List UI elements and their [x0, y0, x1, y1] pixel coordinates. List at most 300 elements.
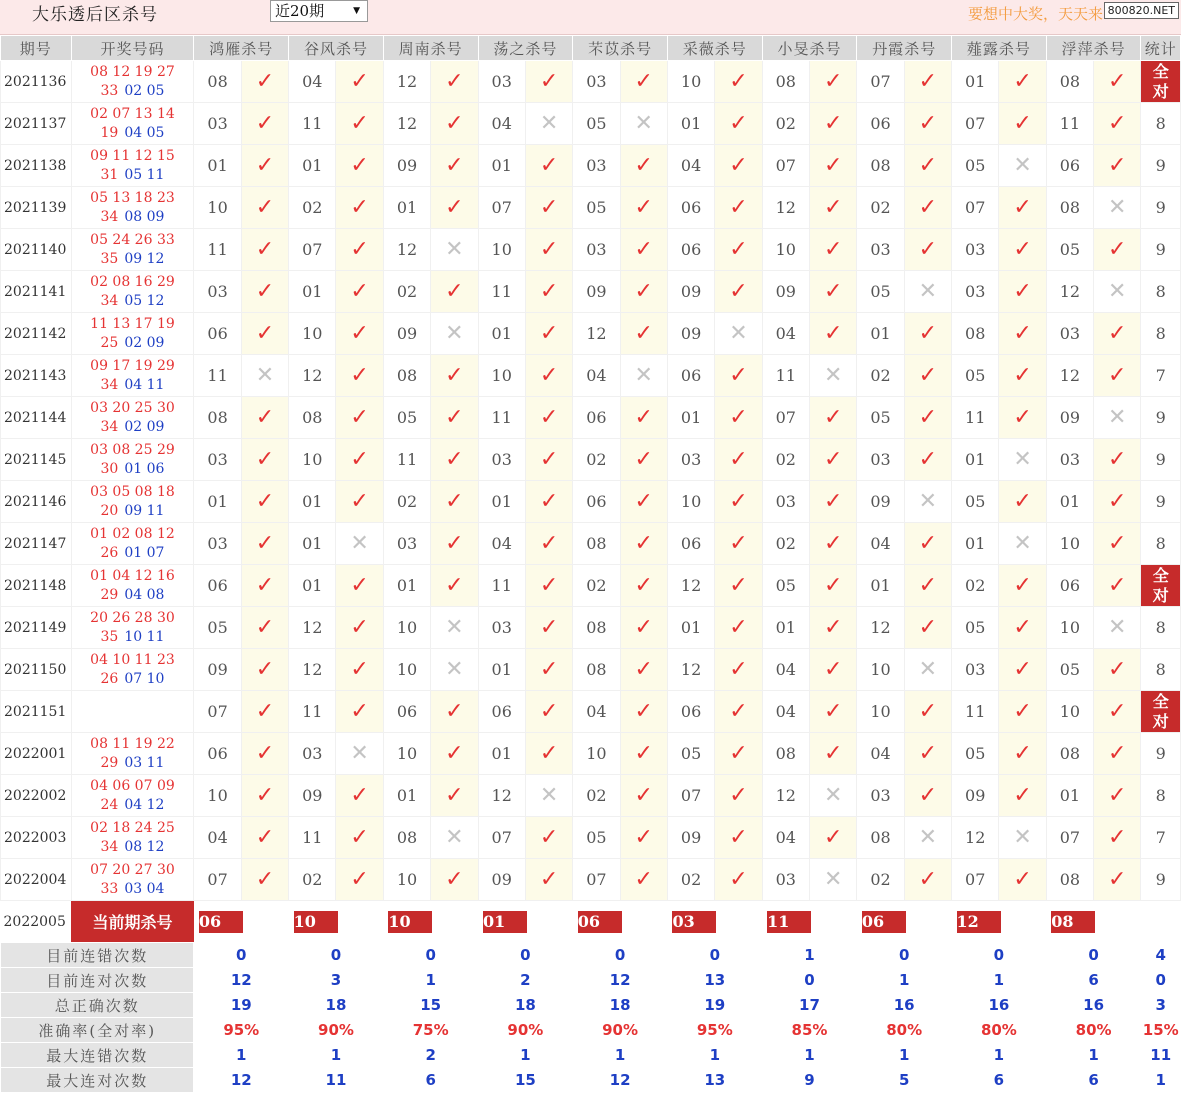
check-icon: ✓	[809, 397, 856, 439]
kill-number: 01	[1046, 775, 1093, 817]
check-icon: ✓	[336, 775, 383, 817]
stat-value: 16	[857, 993, 952, 1018]
stat-value: 1	[952, 1043, 1047, 1068]
count-cell: 9	[1141, 439, 1181, 481]
count-cell: 8	[1141, 775, 1181, 817]
kill-number: 11	[478, 397, 525, 439]
check-icon: ✓	[336, 271, 383, 313]
check-icon: ✓	[1094, 565, 1141, 607]
kill-number: 11	[478, 271, 525, 313]
cross-icon: ✕	[999, 145, 1046, 187]
stat-value: 12	[573, 968, 668, 993]
check-icon: ✓	[999, 229, 1046, 271]
back-numbers: 08 09	[124, 208, 165, 225]
kill-number: 03	[952, 271, 999, 313]
cross-icon: ✕	[715, 313, 762, 355]
check-icon: ✓	[999, 187, 1046, 229]
stat-value: 95%	[667, 1018, 762, 1043]
check-icon: ✓	[1094, 313, 1141, 355]
kill-number: 12	[289, 649, 336, 691]
stat-value: 0	[762, 968, 857, 993]
count-cell: 8	[1141, 271, 1181, 313]
kill-number: 12	[383, 103, 430, 145]
front-number-last: 34	[100, 838, 119, 855]
check-icon: ✓	[431, 145, 478, 187]
count-cell: 9	[1141, 481, 1181, 523]
kill-number: 10	[1046, 691, 1093, 733]
kill-number: 02	[762, 439, 809, 481]
check-icon: ✓	[525, 691, 572, 733]
kill-number: 09	[667, 313, 714, 355]
cross-icon: ✕	[999, 817, 1046, 859]
ad-text[interactable]: 要想中大奖，天天来	[967, 5, 1103, 23]
kill-number: 01	[478, 649, 525, 691]
kill-number: 06	[667, 187, 714, 229]
check-icon: ✓	[241, 565, 288, 607]
back-numbers: 02 05	[124, 82, 165, 99]
numbers-line2	[72, 838, 194, 857]
check-icon: ✓	[241, 187, 288, 229]
kill-number: 08	[857, 145, 904, 187]
check-icon: ✓	[715, 733, 762, 775]
front-number-last: 35	[100, 628, 119, 645]
check-icon: ✓	[620, 691, 667, 733]
draw-numbers-cell	[71, 733, 194, 775]
current-kill-cell	[289, 901, 384, 943]
kill-number: 07	[667, 775, 714, 817]
cross-icon: ✕	[904, 481, 951, 523]
cross-icon: ✕	[431, 649, 478, 691]
draw-numbers-cell	[71, 565, 194, 607]
check-icon: ✓	[241, 229, 288, 271]
kill-number: 05	[383, 397, 430, 439]
kill-number: 12	[383, 229, 430, 271]
stats-row	[1, 1018, 1181, 1043]
cross-icon: ✕	[904, 649, 951, 691]
check-icon: ✓	[620, 775, 667, 817]
back-numbers: 09 12	[124, 250, 165, 267]
check-icon: ✓	[241, 397, 288, 439]
check-icon: ✓	[241, 649, 288, 691]
front-number-last: 25	[100, 334, 119, 351]
front-numbers: 01 04 12 16	[90, 567, 175, 584]
kill-number: 02	[857, 859, 904, 901]
check-icon: ✓	[715, 61, 762, 103]
draw-numbers-cell	[71, 313, 194, 355]
kill-number: 12	[383, 61, 430, 103]
kill-number: 11	[194, 355, 241, 397]
current-kill-cell	[1046, 901, 1141, 943]
issue-cell: 2021140	[1, 229, 72, 271]
current-kill-cell	[857, 901, 952, 943]
kill-number: 07	[952, 103, 999, 145]
current-kill-number: 03	[672, 911, 716, 933]
numbers-line2	[72, 334, 194, 353]
column-numbers: 开奖号码	[71, 36, 194, 61]
check-icon: ✓	[336, 313, 383, 355]
draw-numbers-cell	[71, 523, 194, 565]
front-numbers: 03 08 25 29	[90, 441, 175, 458]
stat-value: 1	[762, 1043, 857, 1068]
check-icon: ✓	[620, 607, 667, 649]
stat-value: 0	[383, 943, 478, 968]
front-numbers: 09 17 19 29	[90, 357, 175, 374]
check-icon: ✓	[809, 271, 856, 313]
kill-number: 02	[573, 439, 620, 481]
check-icon: ✓	[431, 523, 478, 565]
kill-number: 04	[857, 523, 904, 565]
check-icon: ✓	[999, 859, 1046, 901]
kill-number: 04	[762, 313, 809, 355]
site-badge[interactable]: 800820.NET	[1104, 2, 1179, 19]
current-issue-row	[1, 901, 1181, 943]
cross-icon: ✕	[1094, 187, 1141, 229]
stat-value: 85%	[762, 1018, 857, 1043]
kill-number: 09	[667, 271, 714, 313]
issue-cell: 2021141	[1, 271, 72, 313]
kill-number: 02	[952, 565, 999, 607]
kill-number: 05	[952, 481, 999, 523]
check-icon: ✓	[620, 817, 667, 859]
kill-number: 05	[1046, 229, 1093, 271]
kill-number: 05	[762, 565, 809, 607]
kill-number: 06	[1046, 565, 1093, 607]
check-icon: ✓	[809, 145, 856, 187]
kill-number: 01	[478, 313, 525, 355]
check-icon: ✓	[999, 775, 1046, 817]
kill-number: 01	[383, 775, 430, 817]
check-icon: ✓	[336, 103, 383, 145]
front-numbers: 04 06 07 09	[90, 777, 175, 794]
stat-total: 4	[1141, 943, 1181, 968]
kill-number: 03	[667, 439, 714, 481]
kill-number: 11	[1046, 103, 1093, 145]
kill-number: 05	[952, 733, 999, 775]
kill-number: 05	[573, 187, 620, 229]
check-icon: ✓	[620, 733, 667, 775]
check-icon: ✓	[431, 61, 478, 103]
current-kill-number: 12	[957, 911, 1001, 933]
check-icon: ✓	[336, 61, 383, 103]
back-numbers: 05 11	[124, 166, 165, 183]
count-cell: 8	[1141, 523, 1181, 565]
check-icon: ✓	[620, 397, 667, 439]
kill-number: 12	[1046, 271, 1093, 313]
check-icon: ✓	[241, 61, 288, 103]
kill-number: 06	[194, 733, 241, 775]
all-correct-badge	[1141, 565, 1181, 607]
count-cell: 9	[1141, 733, 1181, 775]
draw-numbers-cell	[71, 187, 194, 229]
check-icon: ✓	[241, 691, 288, 733]
draw-numbers-cell	[71, 817, 194, 859]
kill-number: 11	[289, 103, 336, 145]
check-icon: ✓	[620, 229, 667, 271]
kill-number: 06	[667, 355, 714, 397]
kill-number: 01	[762, 607, 809, 649]
kill-number: 05	[857, 397, 904, 439]
issue-cell: 2021143	[1, 355, 72, 397]
kill-number: 05	[573, 103, 620, 145]
check-icon: ✓	[525, 481, 572, 523]
kill-number: 08	[952, 313, 999, 355]
kill-number: 03	[1046, 313, 1093, 355]
page-header	[0, 0, 1181, 35]
kill-number: 03	[952, 649, 999, 691]
table-row	[1, 649, 1181, 691]
stat-value: 0	[289, 943, 384, 968]
count-cell: 9	[1141, 145, 1181, 187]
check-icon: ✓	[431, 565, 478, 607]
table-body	[1, 61, 1181, 901]
kill-number: 10	[289, 439, 336, 481]
check-icon: ✓	[431, 733, 478, 775]
check-icon: ✓	[1094, 103, 1141, 145]
kill-number: 07	[762, 397, 809, 439]
back-numbers: 03 04	[124, 880, 165, 897]
check-icon: ✓	[809, 607, 856, 649]
check-icon: ✓	[999, 565, 1046, 607]
kill-number: 01	[667, 607, 714, 649]
current-count-cell	[1141, 901, 1181, 943]
kill-number: 07	[857, 61, 904, 103]
check-icon: ✓	[715, 103, 762, 145]
issue-cell: 2021136	[1, 61, 72, 103]
draw-numbers-cell	[71, 145, 194, 187]
kill-number-table	[0, 35, 1181, 1093]
table-row	[1, 565, 1181, 607]
cross-icon: ✕	[809, 355, 856, 397]
check-icon: ✓	[999, 691, 1046, 733]
stat-value: 0	[952, 943, 1047, 968]
count-cell: 9	[1141, 397, 1181, 439]
kill-number: 04	[762, 691, 809, 733]
check-icon: ✓	[336, 565, 383, 607]
issue-cell: 2022002	[1, 775, 72, 817]
front-number-last: 26	[100, 544, 119, 561]
kill-number: 02	[762, 103, 809, 145]
count-cell: 7	[1141, 817, 1181, 859]
stat-value: 1	[194, 1043, 289, 1068]
front-numbers: 02 07 13 14	[90, 105, 175, 122]
table-row	[1, 523, 1181, 565]
check-icon: ✓	[431, 859, 478, 901]
stat-value: 2	[478, 968, 573, 993]
back-numbers: 03 11	[124, 754, 165, 771]
check-icon: ✓	[525, 145, 572, 187]
numbers-line2	[72, 418, 194, 437]
stat-value: 75%	[383, 1018, 478, 1043]
stat-value: 5	[857, 1068, 952, 1093]
kill-number: 11	[952, 397, 999, 439]
back-numbers: 01 07	[124, 544, 165, 561]
check-icon: ✓	[809, 733, 856, 775]
check-icon: ✓	[336, 649, 383, 691]
issue-cell: 2021151	[1, 691, 72, 733]
kill-number: 05	[952, 355, 999, 397]
kill-number: 03	[857, 229, 904, 271]
cross-icon: ✕	[620, 355, 667, 397]
numbers-line2	[72, 460, 194, 479]
stat-value: 16	[1046, 993, 1141, 1018]
kill-number: 10	[478, 355, 525, 397]
kill-number: 02	[667, 859, 714, 901]
stat-value: 12	[194, 1068, 289, 1093]
check-icon: ✓	[904, 187, 951, 229]
kill-number: 07	[194, 691, 241, 733]
table-row	[1, 817, 1181, 859]
kill-number: 05	[952, 145, 999, 187]
kill-number: 08	[1046, 859, 1093, 901]
check-icon: ✓	[525, 817, 572, 859]
kill-number: 09	[289, 775, 336, 817]
kill-number: 03	[194, 523, 241, 565]
stat-total: 15%	[1141, 1018, 1181, 1043]
check-icon: ✓	[525, 523, 572, 565]
check-icon: ✓	[809, 481, 856, 523]
draw-numbers-cell	[71, 649, 194, 691]
stat-value: 9	[762, 1068, 857, 1093]
front-numbers: 01 02 08 12	[90, 525, 175, 542]
kill-number: 10	[478, 229, 525, 271]
check-icon: ✓	[999, 649, 1046, 691]
issue-cell: 2021144	[1, 397, 72, 439]
kill-number: 02	[857, 187, 904, 229]
check-icon: ✓	[999, 481, 1046, 523]
count-cell: 8	[1141, 607, 1181, 649]
check-icon: ✓	[525, 649, 572, 691]
check-icon: ✓	[715, 607, 762, 649]
current-kill-cell	[478, 901, 573, 943]
kill-number: 08	[573, 649, 620, 691]
check-icon: ✓	[904, 313, 951, 355]
kill-number: 09	[573, 271, 620, 313]
count-cell: 9	[1141, 859, 1181, 901]
check-icon: ✓	[715, 775, 762, 817]
stat-value: 6	[1046, 1068, 1141, 1093]
cross-icon: ✕	[904, 817, 951, 859]
check-icon: ✓	[525, 271, 572, 313]
check-icon: ✓	[620, 649, 667, 691]
column-predictor: 浮萍杀号	[1046, 36, 1141, 61]
kill-number: 04	[194, 817, 241, 859]
stat-value: 15	[478, 1068, 573, 1093]
check-icon: ✓	[1094, 817, 1141, 859]
check-icon: ✓	[1094, 61, 1141, 103]
cross-icon: ✕	[1094, 271, 1141, 313]
stat-value: 0	[573, 943, 668, 968]
kill-number: 10	[194, 775, 241, 817]
check-icon: ✓	[1094, 775, 1141, 817]
numbers-line2	[72, 208, 194, 227]
kill-number: 04	[289, 61, 336, 103]
kill-number: 02	[573, 775, 620, 817]
stats-row	[1, 968, 1181, 993]
kill-number: 07	[289, 229, 336, 271]
back-numbers: 09 11	[124, 502, 165, 519]
check-icon: ✓	[715, 187, 762, 229]
kill-number: 07	[478, 187, 525, 229]
check-icon: ✓	[1094, 859, 1141, 901]
kill-number: 08	[1046, 187, 1093, 229]
kill-number: 01	[289, 523, 336, 565]
front-number-last: 34	[100, 208, 119, 225]
check-icon: ✓	[999, 607, 1046, 649]
stat-value: 90%	[573, 1018, 668, 1043]
period-select[interactable]	[270, 0, 368, 22]
kill-number: 06	[383, 691, 430, 733]
check-icon: ✓	[809, 817, 856, 859]
front-numbers: 03 20 25 30	[90, 399, 175, 416]
kill-number: 01	[667, 397, 714, 439]
kill-number: 10	[857, 691, 904, 733]
stat-value: 0	[667, 943, 762, 968]
kill-number: 03	[857, 439, 904, 481]
table-row	[1, 61, 1181, 103]
column-predictor: 周南杀号	[383, 36, 478, 61]
kill-number: 04	[667, 145, 714, 187]
stat-value: 0	[1046, 943, 1141, 968]
check-icon: ✓	[904, 775, 951, 817]
kill-number: 01	[478, 481, 525, 523]
check-icon: ✓	[809, 229, 856, 271]
check-icon: ✓	[336, 481, 383, 523]
current-kill-cell	[573, 901, 668, 943]
check-icon: ✓	[999, 733, 1046, 775]
kill-number: 01	[952, 61, 999, 103]
cross-icon: ✕	[336, 523, 383, 565]
check-icon: ✓	[525, 61, 572, 103]
issue-cell: 2021145	[1, 439, 72, 481]
issue-cell: 2021148	[1, 565, 72, 607]
kill-number: 03	[478, 61, 525, 103]
kill-number: 02	[857, 355, 904, 397]
period-select-value: 近20期	[275, 2, 325, 20]
table-row	[1, 103, 1181, 145]
kill-number: 10	[383, 859, 430, 901]
page-title: 大乐透后区杀号	[32, 5, 158, 25]
cross-icon: ✕	[1094, 397, 1141, 439]
kill-number: 11	[478, 565, 525, 607]
kill-number: 05	[194, 607, 241, 649]
kill-number: 02	[383, 271, 430, 313]
stat-value: 80%	[857, 1018, 952, 1043]
check-icon: ✓	[904, 733, 951, 775]
current-kill-number: 10	[388, 911, 432, 933]
stat-value: 80%	[1046, 1018, 1141, 1043]
numbers-line2	[72, 82, 194, 101]
kill-number: 04	[478, 103, 525, 145]
cross-icon: ✕	[525, 103, 572, 145]
kill-number: 11	[194, 229, 241, 271]
cross-icon: ✕	[809, 859, 856, 901]
check-icon: ✓	[241, 271, 288, 313]
check-icon: ✓	[241, 481, 288, 523]
current-kill-label: 当前期杀号	[71, 901, 194, 943]
check-icon: ✓	[241, 103, 288, 145]
stat-label: 目前连错次数	[1, 943, 194, 968]
check-icon: ✓	[241, 859, 288, 901]
kill-number: 08	[573, 607, 620, 649]
column-predictor: 薤露杀号	[952, 36, 1047, 61]
check-icon: ✓	[336, 859, 383, 901]
check-icon: ✓	[620, 481, 667, 523]
kill-number: 07	[1046, 817, 1093, 859]
check-icon: ✓	[336, 145, 383, 187]
check-icon: ✓	[336, 187, 383, 229]
stat-value: 1	[383, 968, 478, 993]
kill-number: 06	[573, 397, 620, 439]
